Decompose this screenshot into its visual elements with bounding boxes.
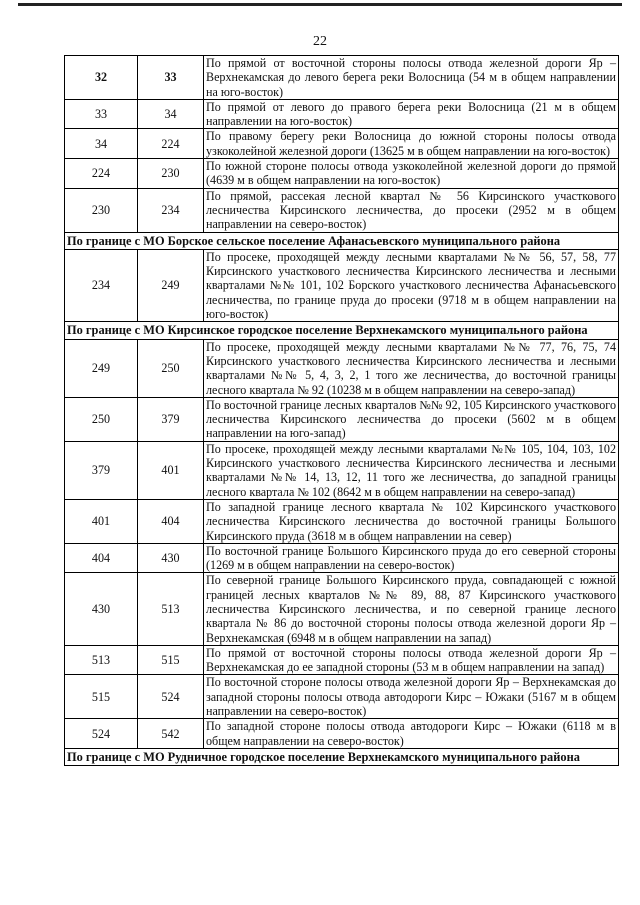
boundary-description: По просеке, проходящей между лесными кварталами №№ 105, 104, 103, 102 Кирсинского участкового лесничества Кирсинского лесничества и лесными кварталами №№ 14, 13, 12, 11 того же лесничества, до западной границы лесного квартала № 102 (8642 м в общем направлении на северо-запад) bbox=[204, 441, 619, 499]
boundary-description: По восточной границе лесных кварталов №№ 92, 105 Кирсинского участкового лесничества Кирсинского лесничества до просеки (5602 м в общем направлении на юго-запад) bbox=[204, 397, 619, 441]
to-point: 542 bbox=[138, 719, 204, 749]
page-number: 22 bbox=[313, 34, 327, 49]
boundary-description: По прямой от восточной стороны полосы отвода железной дороги Яр – Верхнекамская до левого берега реки Волосница (54 м в общем направлении на юго-восток) bbox=[204, 56, 619, 100]
table-row bbox=[65, 441, 619, 499]
table-row bbox=[65, 129, 619, 159]
to-point: 250 bbox=[138, 339, 204, 397]
boundary-description: По правому берегу реки Волосница до южной стороны полосы отвода узкоколейной железной дороги (13625 м в общем направлении на юго-восток) bbox=[204, 129, 619, 159]
to-point: 513 bbox=[138, 573, 204, 645]
to-point: 33 bbox=[138, 56, 204, 100]
section-heading-row bbox=[65, 232, 619, 249]
section-heading-row bbox=[65, 322, 619, 339]
to-point: 34 bbox=[138, 99, 204, 129]
from-point: 249 bbox=[65, 339, 138, 397]
boundary-description: По прямой от восточной стороны полосы отвода железной дороги Яр – Верхнекамская до ее западной стороны (53 м в общем направлении на запад) bbox=[204, 645, 619, 675]
from-point: 430 bbox=[65, 573, 138, 645]
to-point: 224 bbox=[138, 129, 204, 159]
section-heading: По границе с МО Рудничное городское поселение Верхнекамского муниципального района bbox=[65, 748, 619, 765]
from-point: 513 bbox=[65, 645, 138, 675]
boundary-description: По прямой, рассекая лесной квартал № 56 Кирсинского участкового лесничества Кирсинского лесничества, до просеки (2952 м в общем направлении на северо-восток) bbox=[204, 188, 619, 232]
section-heading: По границе с МО Кирсинское городское поселение Верхнекамского муниципального района bbox=[65, 322, 619, 339]
from-point: 250 bbox=[65, 397, 138, 441]
from-point: 224 bbox=[65, 159, 138, 189]
boundary-description: По восточной границе Большого Кирсинского пруда до его северной стороны (1269 м в общем направлении на северо-восток) bbox=[204, 543, 619, 573]
table-row bbox=[65, 339, 619, 397]
table-row bbox=[65, 645, 619, 675]
boundary-description: По западной стороне полосы отвода автодороги Кирс – Южаки (6118 м в общем направлении на северо-восток) bbox=[204, 719, 619, 749]
to-point: 430 bbox=[138, 543, 204, 573]
top-rule bbox=[18, 3, 622, 6]
boundary-description: По западной границе лесного квартала № 102 Кирсинского участкового лесничества Кирсинского лесничества до восточной границы Большого Кирсинского пруда (3618 м в общем направлении на север) bbox=[204, 499, 619, 543]
boundary-description: По южной стороне полосы отвода узкоколейной железной дороги до прямой (4639 м в общем направлении на юго-восток) bbox=[204, 159, 619, 189]
from-point: 379 bbox=[65, 441, 138, 499]
to-point: 404 bbox=[138, 499, 204, 543]
table-row bbox=[65, 159, 619, 189]
to-point: 515 bbox=[138, 645, 204, 675]
table-row bbox=[65, 397, 619, 441]
boundary-description: По восточной стороне полосы отвода железной дороги Яр – Верхнекамская до западной стороны полосы отвода автодороги Кирс – Южаки (5167 м в общем направлении на северо-восток) bbox=[204, 675, 619, 719]
to-point: 230 bbox=[138, 159, 204, 189]
to-point: 249 bbox=[138, 249, 204, 321]
boundary-description: По просеке, проходящей между лесными кварталами №№ 56, 57, 58, 77 Кирсинского участкового лесничества Кирсинского лесничества и лесными кварталами №№ 101, 102 Борского участкового лесничества Афанасьевского лесничества, по границе пруда до просеки (9718 м в общем направлении на юго-восток) bbox=[204, 249, 619, 321]
to-point: 379 bbox=[138, 397, 204, 441]
to-point: 401 bbox=[138, 441, 204, 499]
from-point: 515 bbox=[65, 675, 138, 719]
table-row bbox=[65, 499, 619, 543]
boundary-description: По прямой от левого до правого берега реки Волосница (21 м в общем направлении на юго-восток) bbox=[204, 99, 619, 129]
boundary-description: По северной границе Большого Кирсинского пруда, совпадающей с южной границей лесных кварталов №№ 89, 88, 87 Кирсинского участкового лесничества Кирсинского лесничества, и по северной границе лесного квартала № 86 до восточной стороны полосы отвода железной дороги Яр – Верхнекамская (6948 м в общем направлении на запад) bbox=[204, 573, 619, 645]
table-row bbox=[65, 719, 619, 749]
table-row bbox=[65, 99, 619, 129]
from-point: 401 bbox=[65, 499, 138, 543]
from-point: 524 bbox=[65, 719, 138, 749]
boundary-table-body bbox=[65, 56, 619, 766]
from-point: 230 bbox=[65, 188, 138, 232]
to-point: 524 bbox=[138, 675, 204, 719]
from-point: 234 bbox=[65, 249, 138, 321]
section-heading: По границе с МО Борское сельское поселение Афанасьевского муниципального района bbox=[65, 232, 619, 249]
from-point: 34 bbox=[65, 129, 138, 159]
from-point: 33 bbox=[65, 99, 138, 129]
section-heading-row bbox=[65, 748, 619, 765]
boundary-table bbox=[64, 55, 619, 766]
boundary-description: По просеке, проходящей между лесными кварталами №№ 77, 76, 75, 74 Кирсинского участкового лесничества Кирсинского лесничества и лесными кварталами №№ 5, 4, 3, 2, 1 того же лесничества, до восточной границы лесного квартала № 92 (10238 м в общем направлении на северо-запад) bbox=[204, 339, 619, 397]
table-row bbox=[65, 249, 619, 321]
table-row bbox=[65, 188, 619, 232]
table-row bbox=[65, 543, 619, 573]
from-point: 404 bbox=[65, 543, 138, 573]
table-row bbox=[65, 675, 619, 719]
table-row bbox=[65, 573, 619, 645]
to-point: 234 bbox=[138, 188, 204, 232]
from-point: 32 bbox=[65, 56, 138, 100]
table-row bbox=[65, 56, 619, 100]
